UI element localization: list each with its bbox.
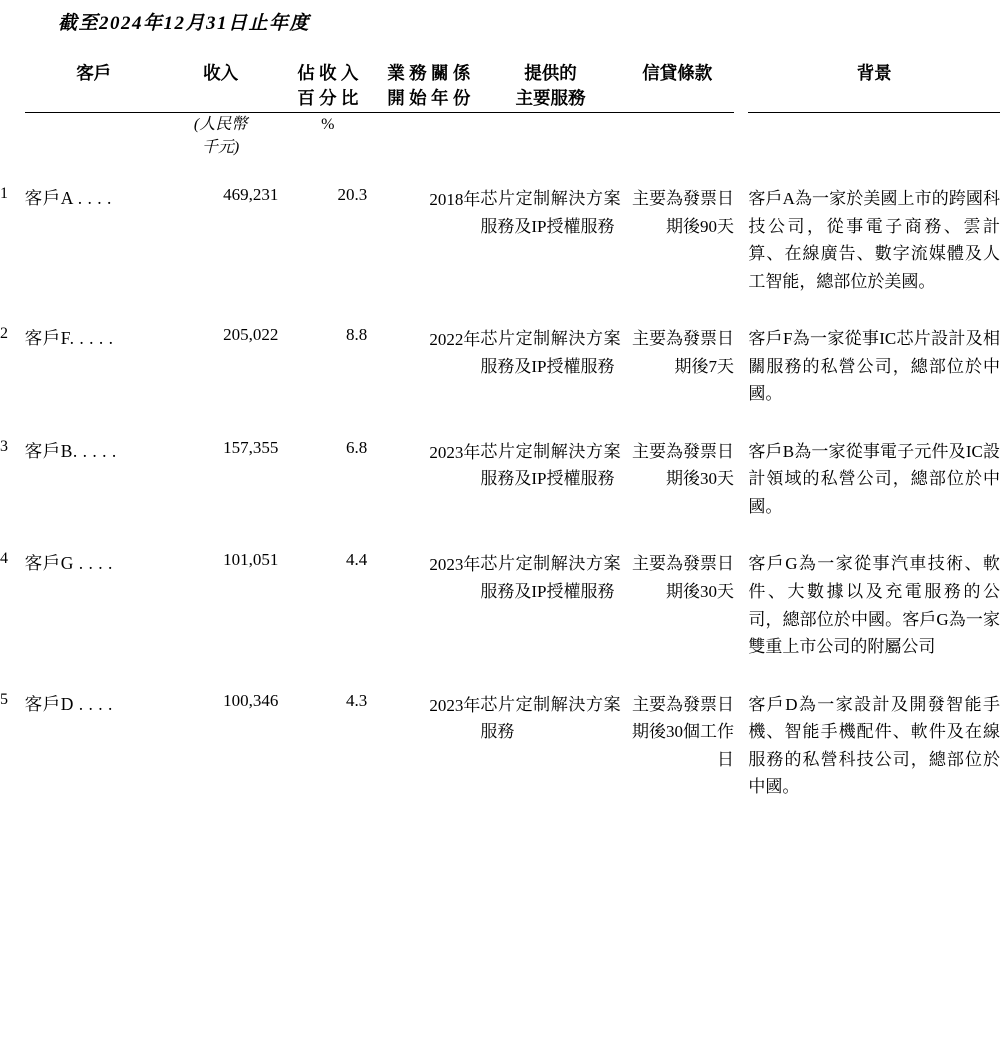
subheader-revenue-unit bbox=[163, 112, 278, 159]
subheader-revenue-line2: 千元) bbox=[201, 138, 240, 156]
header-percent bbox=[278, 61, 377, 112]
row-year: 2023年 bbox=[429, 442, 481, 462]
row-credit: 主要為發票日期後7天 bbox=[631, 329, 734, 376]
table-row bbox=[0, 438, 1000, 551]
header-revenue: 收入 bbox=[203, 63, 239, 83]
header-year-line2: 開 始 年 份 bbox=[387, 88, 471, 109]
row-index: 5 bbox=[0, 690, 8, 708]
row-revenue: 469,231 bbox=[223, 185, 279, 205]
header-service-line2: 主要服務 bbox=[515, 88, 586, 109]
row-percent: 6.8 bbox=[346, 437, 368, 457]
header-background: 背景 bbox=[856, 63, 892, 83]
row-percent: 4.4 bbox=[346, 550, 368, 570]
row-service: 芯片定制解決方案服務及IP授權服務 bbox=[480, 329, 621, 376]
row-gap bbox=[734, 438, 748, 551]
major-customers-table bbox=[0, 61, 1000, 801]
header-gap bbox=[734, 61, 748, 112]
row-background: 客戶A為一家於美國上市的跨國科技公司，從事電子商務、雲計算、在線廣告、數字流媒體及人工智能，總部位於美國。 bbox=[748, 189, 1000, 291]
subheader-year bbox=[377, 112, 480, 159]
row-background: 客戶G為一家從事汽車技術、軟件、大數據以及充電服務的公司，總部位於中國。客戶G為一家雙重上市公司的附屬公司 bbox=[748, 554, 1000, 657]
header-percent-line2: 百 分 比 bbox=[297, 88, 359, 109]
row-credit: 主要為發票日期後90天 bbox=[631, 189, 734, 236]
row-index: 1 bbox=[0, 185, 8, 203]
row-revenue: 100,346 bbox=[223, 690, 279, 710]
row-client: 客戶B. . . . . bbox=[24, 440, 117, 461]
table-row bbox=[0, 185, 1000, 325]
header-service bbox=[480, 61, 620, 112]
row-service: 芯片定制解決方案服務 bbox=[480, 694, 621, 742]
document-page bbox=[0, 8, 1000, 1050]
row-client: 客戶A . . . . bbox=[24, 188, 112, 209]
row-service: 芯片定制解決方案服務及IP授權服務 bbox=[480, 441, 621, 489]
header-percent-line1: 佔 收 入 bbox=[297, 63, 359, 83]
row-year: 2023年 bbox=[429, 555, 481, 575]
header-client: 客戶 bbox=[76, 63, 112, 83]
row-index: 2 bbox=[0, 325, 8, 343]
row-credit: 主要為發票日期後30天 bbox=[631, 554, 734, 601]
subheader-percent-unit: % bbox=[321, 115, 335, 133]
row-percent: 20.3 bbox=[337, 185, 368, 205]
row-credit: 主要為發票日期後30個工作日 bbox=[631, 694, 734, 769]
header-relationship-year bbox=[377, 61, 480, 112]
table-subheader-row bbox=[0, 112, 1000, 159]
row-client: 客戶D . . . . bbox=[24, 693, 113, 714]
subheader-credit bbox=[621, 112, 734, 159]
row-index: 3 bbox=[0, 437, 8, 455]
subheader-gap bbox=[734, 112, 748, 159]
header-service-line1: 提供的 bbox=[524, 63, 577, 83]
row-service: 芯片定制解決方案服務及IP授權服務 bbox=[480, 554, 621, 601]
row-revenue: 157,355 bbox=[223, 437, 279, 457]
page-title: 截至2024年12月31日止年度 bbox=[58, 13, 311, 34]
subheader-client bbox=[25, 112, 163, 159]
row-gap bbox=[734, 185, 748, 325]
row-percent: 8.8 bbox=[346, 325, 368, 345]
row-credit: 主要為發票日期後30天 bbox=[631, 441, 734, 489]
row-background: 客戶F為一家從事IC芯片設計及相關服務的私營公司，總部位於中國。 bbox=[748, 329, 1000, 404]
row-background: 客戶D為一家設計及開發智能手機、智能手機配件、軟件及在線服務的私營科技公司，總部位於中國。 bbox=[748, 694, 1000, 797]
row-background: 客戶B為一家從事電子元件及IC設計領域的私營公司，總部位於中國。 bbox=[748, 441, 1000, 516]
header-credit-terms: 信貸條款 bbox=[642, 63, 713, 83]
row-gap bbox=[734, 550, 748, 690]
subheader-service bbox=[480, 112, 620, 159]
table-row bbox=[0, 691, 1000, 801]
table-row bbox=[0, 325, 1000, 438]
header-index bbox=[0, 61, 25, 112]
row-gap bbox=[734, 325, 748, 438]
table-header-row bbox=[0, 61, 1000, 112]
subheader-revenue-line1: (人民幣 bbox=[193, 115, 248, 133]
table-row bbox=[0, 550, 1000, 690]
subheader-index bbox=[0, 112, 25, 159]
row-revenue: 101,051 bbox=[223, 550, 279, 570]
row-year: 2018年 bbox=[429, 190, 481, 210]
row-year: 2023年 bbox=[429, 695, 481, 715]
row-index: 4 bbox=[0, 550, 8, 568]
row-client: 客戶F. . . . . bbox=[24, 328, 114, 349]
header-year-line1: 業 務 關 係 bbox=[387, 63, 471, 83]
row-year: 2022年 bbox=[429, 330, 481, 350]
spacer-cell bbox=[0, 159, 1000, 185]
row-service: 芯片定制解決方案服務及IP授權服務 bbox=[480, 189, 621, 236]
subheader-background bbox=[748, 112, 1000, 159]
row-revenue: 205,022 bbox=[223, 325, 279, 345]
spacer-row bbox=[0, 159, 1000, 185]
row-percent: 4.3 bbox=[346, 690, 368, 710]
row-gap bbox=[734, 691, 748, 801]
row-client: 客戶G . . . . bbox=[24, 553, 113, 574]
